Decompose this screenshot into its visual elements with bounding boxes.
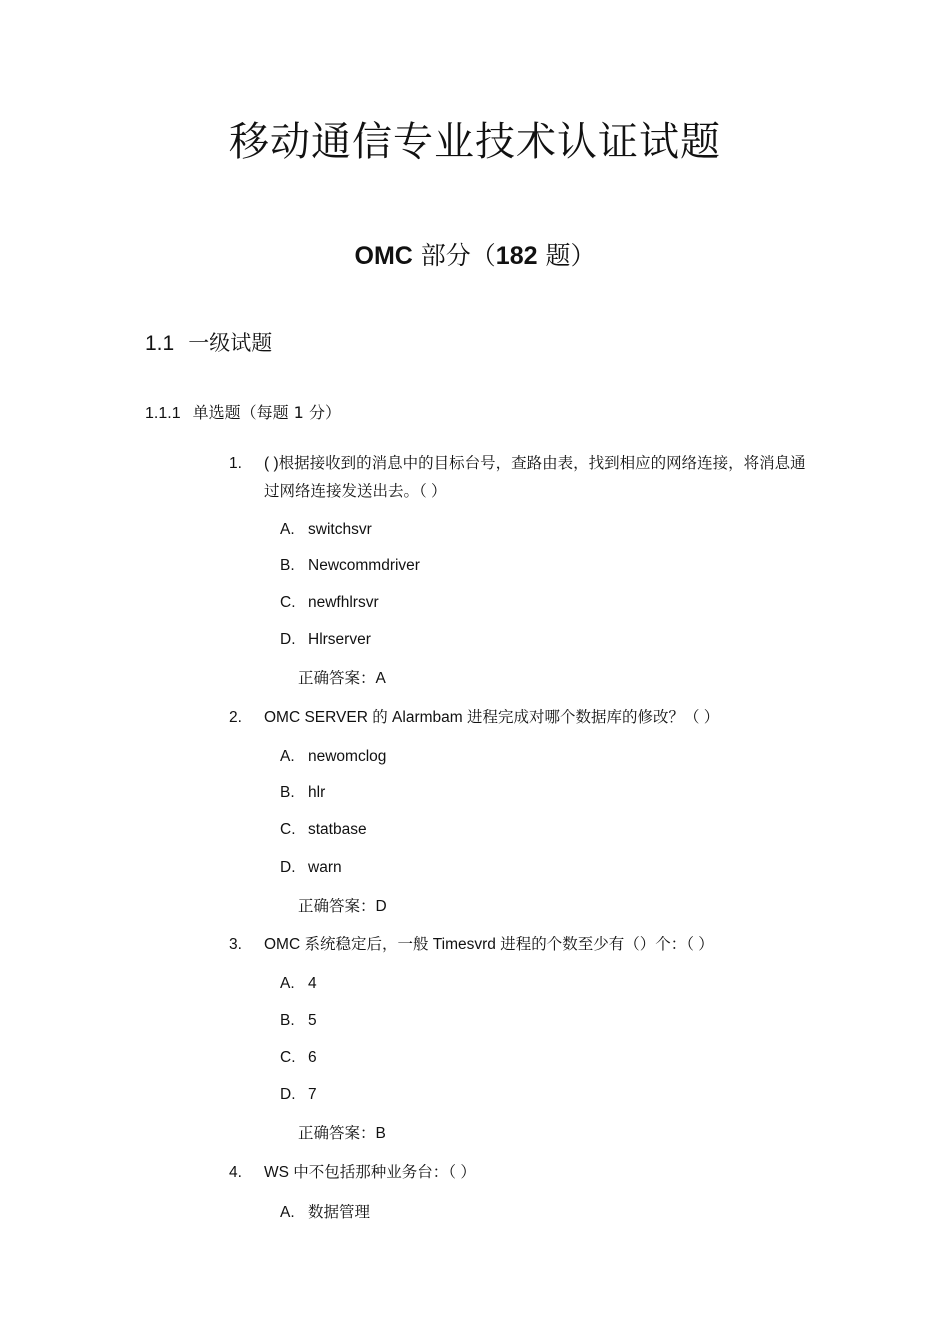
option-label: D. — [280, 1086, 296, 1103]
option-text: switchsvr — [308, 521, 372, 538]
question-3-option-a — [280, 971, 317, 997]
heading-level-2 — [145, 328, 272, 359]
answer-label: 正确答案： — [298, 1124, 376, 1142]
question-4 — [229, 1159, 819, 1187]
question-2-option-a — [280, 744, 386, 770]
option-label: B. — [280, 557, 295, 574]
question-3-option-b — [280, 1008, 317, 1034]
heading-level-3-number: 1.1.1 — [145, 405, 181, 422]
question-3 — [229, 931, 819, 959]
option-text: statbase — [308, 821, 367, 838]
option-label: D. — [280, 859, 296, 876]
option-text: 5 — [308, 1012, 317, 1029]
option-text: 6 — [308, 1049, 317, 1066]
option-text: newfhlrsvr — [308, 594, 379, 611]
question-number: 2. — [229, 709, 242, 726]
section-title-name: OMC — [354, 242, 413, 270]
answer-value: B — [375, 1125, 386, 1142]
section-title-count: 182 — [495, 242, 538, 270]
question-text: WS 中不包括那种业务台：（ ） — [264, 1164, 476, 1181]
answer-label: 正确答案： — [298, 669, 376, 687]
option-text: 4 — [308, 975, 317, 992]
question-number: 4. — [229, 1164, 242, 1181]
option-label: B. — [280, 784, 295, 801]
document-title: 移动通信专业技术认证试题 — [229, 119, 721, 165]
question-3-option-c — [280, 1045, 317, 1071]
question-1-option-c — [280, 590, 379, 616]
option-text: 数据管理 — [308, 1204, 371, 1221]
question-1 — [229, 450, 819, 506]
question-1-option-b — [280, 553, 420, 579]
section-title-part: 部分（ — [412, 241, 496, 270]
option-label: A. — [280, 975, 295, 992]
option-label: C. — [280, 594, 296, 611]
question-1-option-a — [280, 517, 372, 543]
option-text: warn — [308, 859, 342, 876]
question-2-option-b — [280, 780, 325, 806]
heading-level-3-text: 单选题（每题 1 分） — [192, 403, 341, 422]
answer-value: A — [375, 670, 386, 687]
option-label: A. — [280, 521, 295, 538]
question-2-answer — [298, 893, 387, 920]
heading-level-2-text: 一级试题 — [188, 331, 273, 355]
question-text: OMC SERVER 的 Alarmbam 进程完成对哪个数据库的修改？（ ） — [264, 709, 720, 726]
answer-value: D — [375, 898, 387, 915]
heading-level-3 — [145, 400, 341, 427]
question-1-option-d — [280, 627, 371, 653]
question-2 — [229, 704, 819, 732]
answer-label: 正确答案： — [298, 897, 376, 915]
question-4-option-a — [280, 1200, 370, 1226]
question-3-answer — [298, 1120, 386, 1147]
question-3-option-d — [280, 1082, 317, 1108]
option-text: Hlrserver — [308, 631, 371, 648]
option-text: hlr — [308, 784, 326, 801]
option-label: C. — [280, 821, 296, 838]
option-label: A. — [280, 1204, 295, 1221]
question-number: 3. — [229, 936, 242, 953]
option-text: Newcommdriver — [308, 557, 420, 574]
option-text: 7 — [308, 1086, 317, 1103]
question-text: OMC 系统稳定后，一般 Timesvrd 进程的个数至少有（）个：（ ） — [264, 936, 714, 953]
option-label: C. — [280, 1049, 296, 1066]
option-label: B. — [280, 1012, 295, 1029]
section-title-unit: 题） — [537, 241, 596, 270]
option-label: A. — [280, 748, 295, 765]
heading-level-2-number: 1.1 — [145, 332, 175, 355]
option-text: newomclog — [308, 748, 387, 765]
section-title — [0, 236, 950, 276]
question-number: 1. — [229, 455, 242, 472]
question-2-option-c — [280, 817, 367, 843]
question-2-option-d — [280, 855, 342, 881]
question-1-answer — [298, 665, 386, 692]
option-label: D. — [280, 631, 296, 648]
question-text: ( )根据接收到的消息中的目标台号，查路由表，找到相应的网络连接，将消息通过网络连接发送出去。（ ） — [264, 455, 806, 500]
